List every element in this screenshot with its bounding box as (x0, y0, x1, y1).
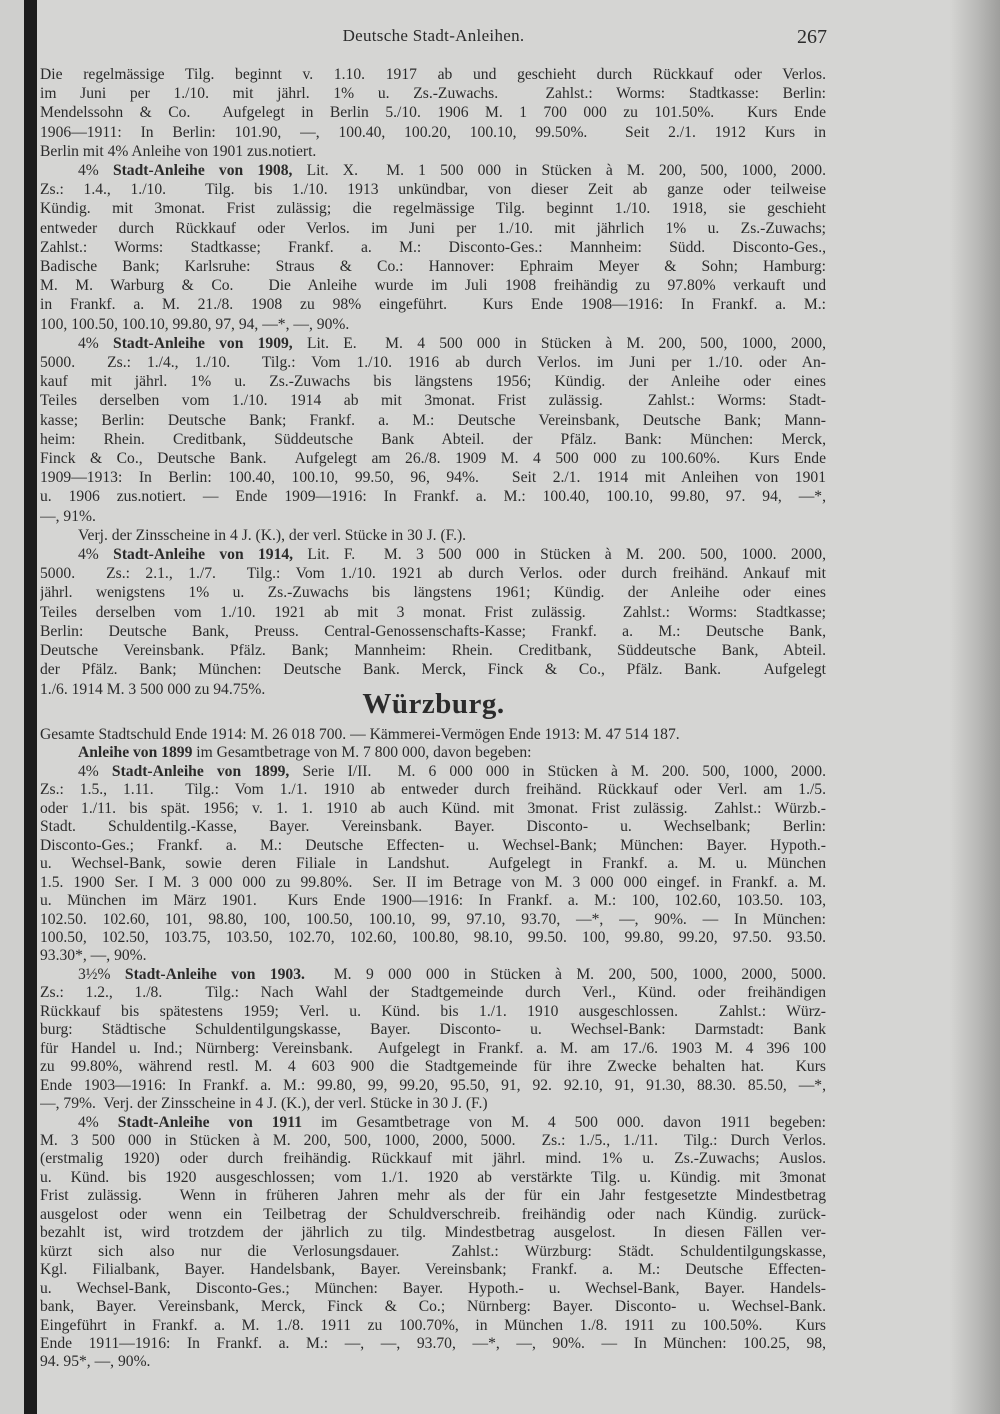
line-text: Verj. der Zinsscheine in 4 J. (K.), der verl. Stücke in 30 J. (F.). (78, 526, 467, 544)
line-text: Kündig. mit 3monat. Frist zulässig; die regelmässige Tilg. beginnt 1./10. 1918, sie geschieht (40, 200, 826, 218)
line-text: bezahlt ist, wird trotzdem der jährlich zu tilg. Mindestbetrag ausgelost. In diesen Fällen ver- (40, 1224, 826, 1242)
text-line (40, 1132, 826, 1150)
text-line (40, 219, 826, 238)
line-text: Ende 1903—1916: In Frankf. a. M.: 99.80, 99, 99.20, 95.50, 91, 92. 92.10, 91, 91.30, 88.30. 85.50, —*, (40, 1076, 826, 1094)
text-line (40, 892, 826, 910)
line-text: bank, Bayer. Vereinsbank, Merck, Finck & Co.; Nürnberg: Bayer. Disconto- u. Wechsel-Bank. (40, 1298, 826, 1316)
text-line (40, 947, 826, 965)
text-line (40, 142, 826, 161)
text-line (40, 1040, 826, 1058)
text-line (40, 763, 826, 781)
paragraph (40, 726, 826, 744)
line-text: Berlin: Deutsche Bank, Preuss. Central-Genossenschafts-Kasse; Frankf. a. M.: Deutsche Bank, (40, 622, 826, 640)
city-heading: Würzburg. (362, 688, 505, 720)
line-text: oder 1./11. bis spät. 1956; v. 1. 1. 1910 ab auch Künd. mit 3monat. Frist zulässig. Zahlst.: Würzb.- (40, 799, 826, 817)
line-text: Disconto-Ges.; Frankf. a. M.: Deutsche Effecten- u. Wechsel-Bank; München: Bayer. Hypoth.- (40, 836, 826, 854)
text-line (40, 984, 826, 1002)
line-text: entweder durch Rückkauf oder Verlos. im Juni per 1./10. mit jährlich 1% u. Zs.-Zuwachs; (40, 219, 826, 237)
text-line (40, 818, 826, 836)
paragraph (40, 744, 826, 762)
text-line (40, 391, 826, 410)
text-line (40, 744, 826, 762)
line-text: Frist zulässig. Wenn in früheren Jahren mehr als der für ein Jahr festgesetzte Mindestbetrag (40, 1187, 826, 1205)
line-text: 102.50. 102.60, 101, 98.80, 100, 100.50, 100.10, 99, 97.10, 93.70, —*, —, 90%. — In München: (40, 910, 826, 928)
line-text: (erstmalig 1920) oder durch freihändig. Rückkauf mit jährl. mind. 1% u. Zs.-Zuwachs; Auslos. (40, 1150, 826, 1168)
text-line (40, 1280, 826, 1298)
text-line (40, 411, 826, 430)
page-edge-shadow (950, 0, 1000, 1414)
line-text: 100, 100.50, 100.10, 99.80, 97, 94, —*, —, 90%. (40, 315, 350, 333)
text-line (40, 603, 826, 622)
line-text: Kgl. Filialbank, Bayer. Handelsbank, Bayer. Vereinsbank; Frankf. a. M.: Deutsche Effecten- (40, 1261, 826, 1279)
line-text: —, 79%. Verj. der Zinsscheine in 4 J. (K.), der verl. Stücke in 30 J. (F.) (40, 1095, 488, 1113)
line-text: im Gesamtbetrage von M. 4 500 000. davon 1911 begeben: (302, 1113, 826, 1131)
line-text: 4% (78, 162, 113, 180)
text-line (40, 1169, 826, 1187)
line-text: 1906—1911: In Berlin: 101.90, —, 100.40, 100.20, 100.10, 99.50%. Seit 2./1. 1912 Kurs in (40, 123, 826, 141)
text-line (40, 1335, 826, 1353)
loan-title: Stadt-Anleihe von 1903. (124, 965, 305, 983)
text-line (40, 507, 826, 526)
text-line (40, 1114, 826, 1132)
text-line (40, 1353, 826, 1371)
text-line (40, 837, 826, 855)
paragraph (40, 334, 826, 526)
text-line (40, 315, 826, 334)
line-text: Zs.: 1.4., 1./10. Tilg. bis 1./10. 1913 unkündbar, von dieser Zeit ab ganze oder teilweise (40, 181, 826, 199)
loan-title: Anleihe von 1899 (78, 744, 193, 762)
paragraph (40, 161, 826, 334)
line-text: u. Wechsel-Bank, Disconto-Ges.; München: Bayer. Hypoth.- u. Wechsel-Bank, Bayer. Handels- (40, 1279, 826, 1297)
line-text: 1909—1913: In Berlin: 100.40, 100.10, 99.50, 96, 94%. Seit 2./1. 1914 mit Anleihen von 1901 (40, 469, 826, 487)
text-line (40, 103, 826, 122)
text-line (40, 1243, 826, 1261)
text-line (40, 1095, 826, 1113)
line-text: M. M. Warburg & Co. Die Anleihe wurde im Juli 1908 freihändig zu 97.80% verkauft und (40, 277, 826, 295)
text-line (40, 487, 826, 506)
paragraph (40, 545, 826, 699)
line-text: u. 1906 zus.notiert. — Ende 1909—1916: In Frankf. a. M.: 100.40, 100.10, 99.80, 97. 94, —*, (40, 488, 826, 506)
text-line (40, 468, 826, 487)
previous-page-margin (0, 0, 26, 1414)
text-line (40, 161, 826, 180)
line-text: Gesamte Stadtschuld Ende 1914: M. 26 018 700. — Kämmerei-Vermögen Ende 1913: M. 47 514 187. (40, 726, 680, 743)
section-wuerzburg (40, 726, 826, 1372)
loan-title: Stadt-Anleihe von 1908, (112, 162, 293, 180)
text-line (40, 781, 826, 799)
paragraph (40, 1114, 826, 1372)
text-line (40, 929, 826, 947)
paragraph (40, 966, 826, 1114)
line-text: —, 91%. (40, 507, 96, 525)
loan-title: Stadt-Anleihe von 1899, (111, 762, 290, 780)
paragraph (40, 65, 826, 161)
text-line (40, 1261, 826, 1279)
line-text: Die regelmässige Tilg. beginnt v. 1.10. 1917 ab und geschieht durch Rückkauf oder Verlos. (40, 66, 826, 83)
line-text: Deutsche Vereinsbank. Pfälz. Bank; Mannheim: Rhein. Creditbank, Süddeutsche Bank, Abteil. (40, 642, 826, 660)
line-text: im Gesamtbetrage von M. 7 800 000, davon begeben: (192, 744, 532, 762)
section-worms-continued (40, 65, 826, 699)
text-line (40, 1224, 826, 1242)
text-line (40, 84, 826, 103)
text-line (40, 564, 826, 583)
text-line (40, 622, 826, 641)
line-text: 4% (78, 1113, 118, 1131)
text-line (40, 1298, 826, 1316)
line-text: Serie I/II. M. 6 000 000 in Stücken à M. 200. 500, 1000, 2000. (289, 762, 826, 780)
text-line (40, 276, 826, 295)
text-line (40, 874, 826, 892)
loan-title: Stadt-Anleihe von 1909, (113, 334, 293, 352)
loan-title: Stadt-Anleihe von 1914, (113, 546, 294, 564)
text-line (40, 199, 826, 218)
text-line (40, 123, 826, 142)
line-text: Rückkauf bis spätestens 1959; Verl. u. Künd. bis 1./1. 1910 ausgeschlossen. Zahlst.: Würz- (40, 1002, 826, 1020)
line-text: Stadt. Schuldentilg.-Kasse, Bayer. Vereinsbank. Bayer. Disconto- u. Wechselbank; Berlin: (40, 818, 826, 836)
line-text: 1./6. 1914 M. 3 500 000 zu 94.75%. (40, 680, 266, 698)
line-text: Mendelssohn & Co. Aufgelegt in Berlin 5./10. 1906 M. 1 700 000 zu 101.50%. Kurs Ende (40, 104, 826, 122)
text-line (40, 1206, 826, 1224)
line-text: Berlin mit 4% Anleihe von 1901 zus.notiert. (40, 142, 317, 160)
line-text: 5000. Zs.: 1./4., 1./10. Tilg.: Vom 1./10. 1916 ab durch Verlos. im Juni per 1./10. oder An- (40, 354, 826, 372)
text-line (40, 1077, 826, 1095)
line-text: u. Künd. bis 1920 ausgeschlossen; vom 1./1. 1920 ab verstärkte Tilg. u. Kündig. mit 3monat (40, 1168, 826, 1186)
line-text: kauf mit jährl. 1% u. Zs.-Zuwachs bis längstens 1956; Kündig. der Anleihe oder eines (40, 373, 826, 391)
text-line (40, 855, 826, 873)
text-line (40, 583, 826, 602)
line-text: kürzt sich also nur die Verlosungsdauer. Zahlst.: Würzburg: Städt. Schuldentilgungskasse, (40, 1242, 826, 1260)
line-text: u. Wechsel-Bank, sowie deren Filiale in Landshut. Aufgelegt in Frankf. a. M. u. München (40, 855, 826, 873)
text-line (40, 545, 826, 564)
line-text: Teiles derselben vom 1./10. 1914 ab mit 3monat. Frist zulässig. Zahlst.: Worms: Stadt- (40, 392, 826, 410)
line-text: zu 99.80%, während restl. M. 4 603 900 die Stadtgemeinde für ihre Zwecke behalten hat. Kurs (40, 1058, 826, 1076)
line-text: M. 9 000 000 in Stücken à M. 200, 500, 1000, 2000, 5000. (304, 965, 826, 983)
line-text: in Frankf. a. M. 21./8. 1908 zu 98% eingeführt. Kurs Ende 1908—1916: In Frankf. a. M.: (40, 296, 826, 314)
text-line (40, 295, 826, 314)
text-line (40, 800, 826, 818)
line-text: Zs.: 1.2., 1./8. Tilg.: Nach Wahl der Stadtgemeinde durch Verl., Künd. oder freihändigen (40, 984, 826, 1002)
text-line (40, 911, 826, 929)
text-line (40, 526, 826, 545)
line-text: Lit. F. M. 3 500 000 in Stücken à M. 200. 500, 1000. 2000, (293, 546, 826, 564)
text-line (40, 1058, 826, 1076)
text-line (40, 180, 826, 199)
text-line (40, 1317, 826, 1335)
line-text: Zahlst.: Worms: Stadtkasse; Frankf. a. M.: Disconto-Ges.: Mannheim: Südd. Disconto-Ges., (40, 238, 826, 256)
line-text: burg: Städtische Schuldentilgungskasse, Bayer. Disconto- u. Wechsel-Bank: Darmstadt: Bank (40, 1021, 826, 1039)
line-text: Lit. X. M. 1 500 000 in Stücken à M. 200, 500, 1000, 2000. (292, 162, 826, 180)
line-text: Lit. E. M. 4 500 000 in Stücken à M. 200, 500, 1000, 2000, (292, 334, 826, 352)
text-line (40, 65, 826, 84)
text-line (40, 660, 826, 679)
text-line (40, 257, 826, 276)
line-text: Finck & Co., Deutsche Bank. Aufgelegt am 26./8. 1909 M. 4 500 000 zu 100.60%. Kurs Ende (40, 450, 826, 468)
line-text: 4% (78, 334, 114, 352)
line-text: Badische Bank; Karlsruhe: Straus & Co.: Hannover: Ephraim Meyer & Sohn; Hamburg: (40, 258, 826, 276)
text-line (40, 430, 826, 449)
line-text: 100.50, 102.50, 103.75, 103.50, 102.70, 102.60, 100.80, 98.10, 99.50. 100, 99.80, 99.20, 97.50. 93.50. (40, 928, 826, 946)
line-text: 5000. Zs.: 2.1., 1./7. Tilg.: Vom 1./10. 1921 ab durch Verlos. oder durch freihänd. Ankauf mit (40, 565, 826, 583)
line-text: u. München im März 1901. Kurs Ende 1900—1916: In Frankf. a. M.: 100, 102.60, 103.50. 103, (40, 892, 826, 910)
line-text: heim: Rhein. Creditbank, Süddeutsche Bank Abteil. der Pfälz. Bank: München: Merck, (40, 430, 826, 448)
line-text: M. 3 500 000 in Stücken à M. 200, 500, 1000, 2000, 5000. Zs.: 1./5., 1./11. Tilg.: Durch Verlos. (40, 1131, 826, 1149)
paragraph (40, 763, 826, 966)
line-text: Zs.: 1.5., 1.11. Tilg.: Vom 1./1. 1910 ab entweder durch freihänd. Rückkauf oder Verl. am 1./5. (40, 781, 826, 799)
running-header (40, 26, 827, 50)
line-text: 94. 95*, —, 90%. (40, 1353, 151, 1371)
text-line (40, 1021, 826, 1039)
text-line (40, 726, 826, 744)
loan-title: Stadt-Anleihe von 1911 (117, 1113, 303, 1131)
text-line (40, 449, 826, 468)
page-number: 267 (797, 26, 827, 48)
running-title: Deutsche Stadt-Anleihen. (342, 26, 525, 45)
line-text: ausgelost oder wenn ein Teilbetrag der Schuldverschreib. freihändig oder nach Kündig. zurück- (40, 1205, 826, 1223)
line-text: 1.5. 1900 Ser. I M. 3 000 000 zu 99.80%. Ser. II im Betrage von M. 3 000 000 eingef. in Frankf. a. M. (40, 873, 826, 891)
text-line (40, 641, 826, 660)
line-text: der Pfälz. Bank; München: Deutsche Bank. Merck, Finck & Co., Pfälz. Bank. Aufgelegt (40, 661, 826, 679)
line-text: 4% (78, 546, 114, 564)
text-line (40, 1150, 826, 1168)
line-text: Teiles derselben vom 1./10. 1921 ab mit 3 monat. Frist zulässig. Zahlst.: Worms: Stadtkasse; (40, 603, 826, 621)
text-line (40, 372, 826, 391)
line-text: im Juni per 1./10. mit jährl. 1% u. Zs.-Zuwachs. Zahlst.: Worms: Stadtkasse: Berlin: (40, 85, 826, 103)
line-text: für Handel u. Ind.; Nürnberg: Vereinsbank. Aufgelegt in Frankf. a. M. am 17./6. 1903 M. 4 396 100 (40, 1039, 826, 1057)
line-text: kasse; Berlin: Deutsche Bank; Frankf. a. M.: Deutsche Vereinsbank, Deutsche Bank; Mann- (40, 411, 826, 429)
text-line (40, 1187, 826, 1205)
line-text: 93.30*, —, 90%. (40, 947, 147, 965)
text-line (40, 1003, 826, 1021)
text-line (40, 966, 826, 984)
line-text: Eingeführt in Frankf. a. M. 1./8. 1911 zu 100.70%, in München 1./8. 1911 zu 100.50%. Kurs (40, 1316, 826, 1334)
line-text: Ende 1911—1916: In Frankf. a. M.: —, —, 93.70, —*, —, 90%. — In München: 100.25, 98, (40, 1334, 826, 1352)
book-binding-shadow (24, 0, 37, 1414)
paragraph (40, 526, 826, 545)
text-line (40, 334, 826, 353)
text-line (40, 238, 826, 257)
line-text: jährl. wenigstens 1% u. Zs.-Zuwachs bis längstens 1961; Kündig. der Anleihe oder eines (40, 584, 826, 602)
line-text: 3½% (78, 965, 125, 983)
text-line (40, 353, 826, 372)
line-text: 4% (78, 762, 112, 780)
